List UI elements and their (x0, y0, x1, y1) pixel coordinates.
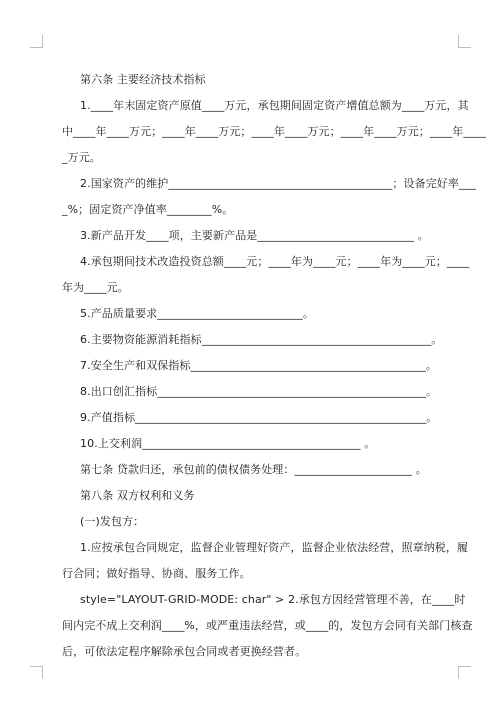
item-3: 3.新产品开发____项，主要新产品是____________________________ 。 (80, 229, 429, 242)
article-6-title: 第六条 主要经济技术指标 (80, 73, 206, 86)
crop-mark-bottom-right (458, 666, 471, 679)
crop-mark-top-right (458, 35, 471, 48)
crop-mark-bottom-left (30, 666, 43, 679)
duty-1-line-1: 1.应按承包合同规定，监督企业管理好资产，监督企业依法经营，照章纳税，履 (80, 541, 469, 554)
item-2-line-2: _%；固定资产净值率________%。 (62, 203, 234, 216)
item-1-line-3: _万元。 (62, 151, 101, 164)
duty-2-line-3: 后，可依法定程序解除承包合同或者更换经营者。 (62, 645, 307, 658)
item-8: 8.出口创汇指标________________________________________________。 (80, 385, 438, 398)
article-8-title: 第八条 双方权利和义务 (80, 489, 195, 502)
item-2-line-1: 2.国家资产的维护________________________________________；设备完好率___ (80, 177, 476, 190)
item-4-line-2: 年为____元。 (62, 281, 129, 294)
duty-1-line-2: 行合同；做好指导、协商、服务工作。 (62, 567, 251, 580)
item-6: 6.主要物资能源消耗指标_________________________________________。 (80, 333, 443, 346)
crop-mark-top-left (30, 35, 43, 48)
document-body (62, 67, 486, 665)
duty-2-line-2: 间内完不成上交利润____%，或严重违法经营，或____的，发包方会同有关部门核查 (62, 619, 473, 632)
article-7: 第七条 贷款归还，承包前的债权债务处理：_____________________ 。 (80, 463, 427, 476)
item-7: 7.安全生产和双保指标__________________________________________。 (80, 359, 437, 372)
party-a-title: (一)发包方： (80, 515, 145, 528)
duty-2-line-1: style="LAYOUT-GRID-MODE: char" > 2.承包方因经营管理不善，在____时 (80, 593, 466, 606)
item-1-line-1: 1.____年末固定资产原值____万元，承包期间固定资产增值总额为____万元，其 (80, 99, 469, 112)
item-4-line-1: 4.承包期间技术改造投资总额____元；____年为____元；____年为____元；____ (80, 255, 470, 268)
item-5: 5.产品质量要求__________________________。 (80, 307, 314, 320)
item-1-line-2: 中____年____万元；____年____万元；____年____万元；____年____万元；____年____ (62, 125, 486, 138)
item-10: 10.上交利润_______________________________________ 。 (80, 437, 376, 450)
item-9: 9.产值指标____________________________________________________。 (80, 411, 438, 424)
